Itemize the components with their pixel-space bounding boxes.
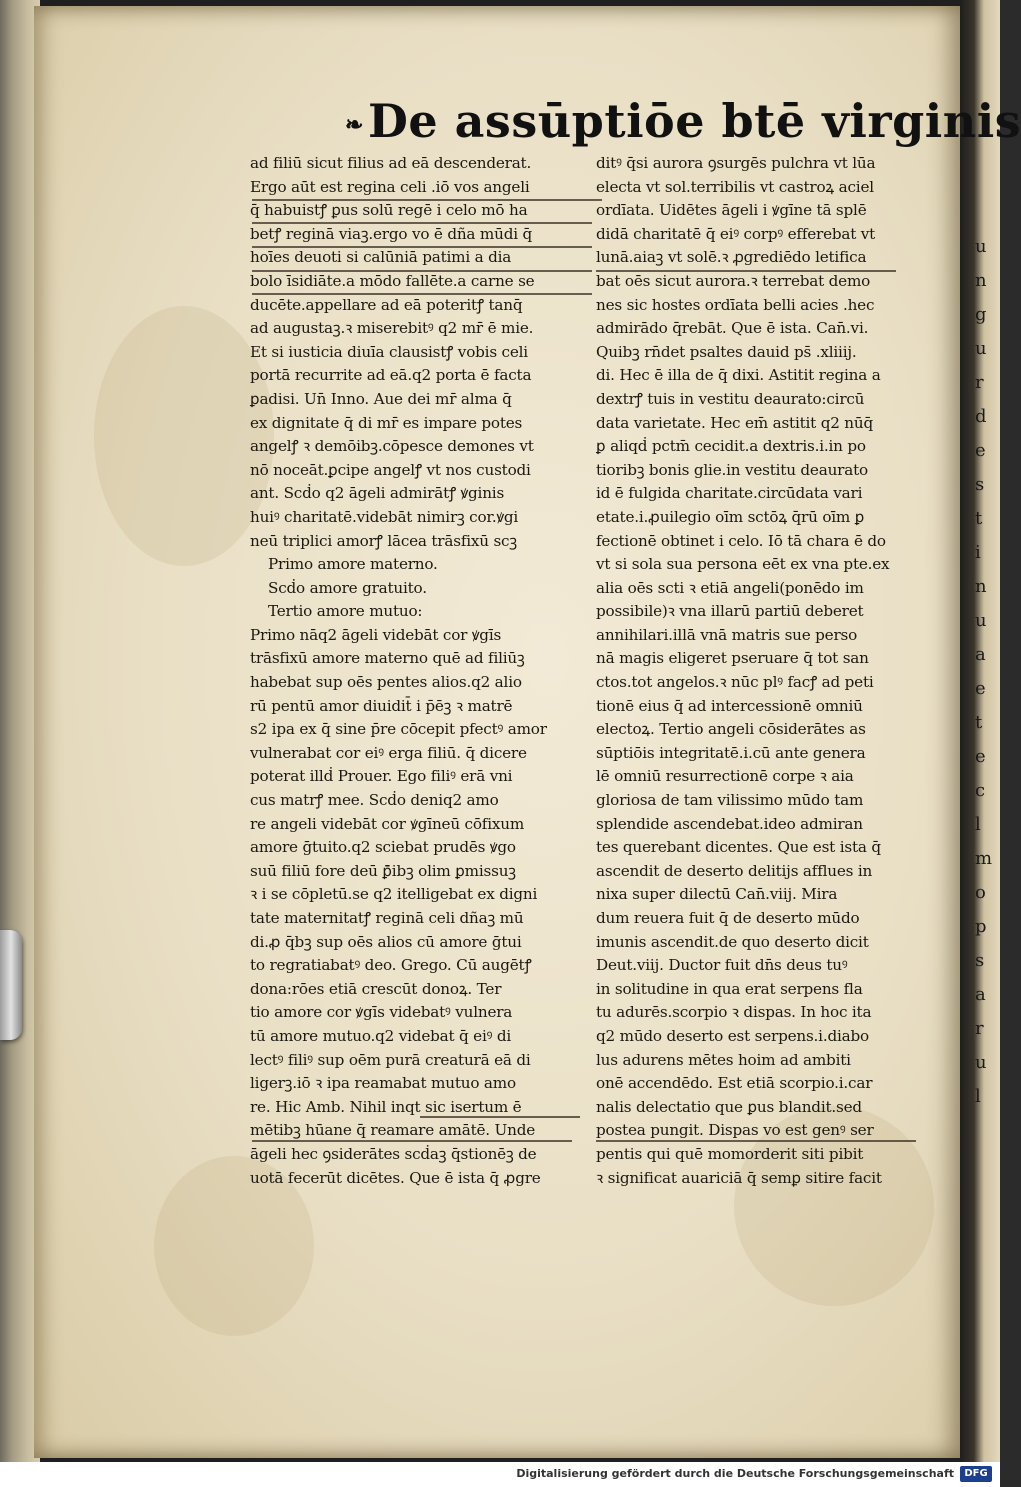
next-page-fragment: a	[975, 984, 986, 1005]
text-line: angelꝭ ꝛ demōibꝫ.cōpesce demones vt	[250, 437, 534, 456]
left-text-column	[250, 152, 595, 1190]
text-line: vulnerabat cor eiꝰ erga filiū. q̄ dicere	[250, 743, 527, 762]
next-page-fragment: r	[975, 1018, 984, 1039]
text-line: Tertio amore mutuo:	[268, 602, 423, 621]
text-line: ditꝰ q̄si aurora ꝯsurgēs pulchra vt lūa	[596, 154, 876, 172]
right-text-column	[596, 152, 941, 1190]
text-line: electa vt sol.terribilis vt castroꝝ aciel	[596, 177, 874, 196]
text-line: rū pentū amor diuidit̄ i p̄ēꝫ ꝛ matrē	[250, 696, 513, 715]
next-page-fragment: g	[975, 304, 987, 325]
text-line: ligerꝫ.iō ꝛ ipa reamabat mutuo amo	[250, 1074, 516, 1093]
page-heading-text: De assūptiōe btē virginis	[367, 94, 1021, 148]
next-page-fragment: u	[975, 338, 987, 359]
text-line: dextrꝭ tuis in vestitu deaurato:circū	[596, 389, 865, 408]
text-line: nā magis eligeret pseruare q̄ tot san	[596, 649, 869, 668]
next-page-fragment: u	[975, 1052, 987, 1073]
text-line: nalis delectatio que ꝑus blandit.sed	[596, 1097, 862, 1116]
text-line: lus adurens mētes hoim ad ambiti	[596, 1050, 851, 1069]
next-page-fragment: t	[975, 712, 983, 733]
text-line: lectꝰ filiꝰ sup oēm purā creaturā eā di	[250, 1050, 531, 1069]
text-line: pentis qui quē momorderit siti pibit	[596, 1144, 864, 1163]
text-line: ascendit de deserto delitijs afflues in	[596, 861, 873, 880]
text-line: re. Hic Amb. Nihil inqt sic isertum ē	[250, 1097, 522, 1116]
text-line: fectionē obtinet i celo. Iō tā chara ē do	[596, 531, 886, 550]
text-line: betꝭ reginā viaꝫ.ergo vo ē dña mūdi q̄	[250, 224, 533, 243]
text-line: di.ꝓ q̄bꝫ sup oēs alios cū amore ḡtui	[250, 932, 522, 951]
page-clip	[0, 930, 22, 1040]
next-page-fragment: m	[975, 848, 993, 869]
text-line: mētibꝫ hūane q̄ reamare amātē. Unde	[250, 1121, 536, 1140]
text-line: ꝛ i se cōpletū.se q2 itelligebat ex digni	[250, 885, 538, 904]
text-line: dum reuera fuit q̄ de deserto mūdo	[596, 909, 860, 927]
next-page-fragment: n	[975, 576, 987, 597]
text-line: tio amore cor ꝟgīs videbatꝰ vulnera	[250, 1003, 513, 1022]
text-line: Primo nāq2 āgeli videbāt cor ꝟgīs	[250, 625, 502, 644]
text-line: uotā fecerūt dicētes. Que ē ista q̄ ꝓgre	[250, 1168, 541, 1187]
next-page-fragment: u	[975, 236, 987, 257]
next-page-fragment: a	[975, 644, 986, 665]
text-line: āgeli hec ꝯsiderātes scḋaꝫ q̄stionēꝫ de	[250, 1144, 537, 1163]
text-line: tioribꝫ bonis glie.in vestitu deaurato	[596, 460, 868, 479]
footer-bar	[0, 1462, 1000, 1487]
text-line: ad augustaꝫ.ꝛ miserebitꝰ q2 mr̄ ē mie.	[250, 319, 534, 338]
text-line: amore ḡtuito.q2 sciebat prudēs ꝟgo	[250, 838, 516, 857]
text-line: hoīes deuoti si calūniā patimi a dia	[250, 248, 512, 267]
next-page-fragment: n	[975, 270, 987, 291]
next-page-fragment: l	[975, 814, 981, 835]
text-line: tū amore mutuo.q2 videbat q̄ eiꝰ di	[250, 1026, 512, 1045]
text-line: ꝑadisi. Un̄ Inno. Aue dei mr̄ alma q̄	[250, 389, 512, 408]
text-line: sūptiōis integritatē.i.cū ante genera	[596, 743, 866, 762]
next-page-fragment: d	[975, 406, 987, 427]
fleuron-icon: ❧	[345, 112, 364, 138]
text-line: q2 mūdo deserto est serpens.i.diabo	[596, 1026, 869, 1045]
text-line: Et si iusticia diuīa clausistꝭ vobis celi	[250, 342, 528, 361]
text-line: possibile)ꝛ vna illarū partiū deberet	[596, 602, 864, 621]
text-line: lunā.aiaꝫ vt solē.ꝛ ꝓgrediēdo letifica	[596, 248, 867, 267]
text-line: poterat illḋ Prouer. Ego filiꝰ erā vni	[250, 767, 513, 786]
text-line: Scḋo amore gratuito.	[268, 578, 427, 597]
text-line: portā recurrite ad eā.q2 porta ē facta	[250, 366, 532, 385]
text-line: in solitudine in qua erat serpens fla	[596, 979, 863, 998]
text-line: ant. Scḋo q2 āgeli admirātꝭ ꝟginis	[250, 484, 505, 503]
text-line: trāsfixū amore materno quē ad filiūꝫ	[250, 649, 525, 668]
text-line: cus matrꝭ mee. Scḋo deniq2 amo	[250, 791, 499, 810]
text-line: re angeli videbāt cor ꝟgīneū cōfixum	[250, 814, 525, 833]
text-line: tate maternitatꝭ reginā celi dñaꝫ mū	[250, 909, 524, 927]
text-line: Deut.viij. Ductor fuit dn̄s deus tuꝰ	[596, 956, 848, 975]
text-line: suū filiū fore deū ꝑ̄ibꝫ olim ꝑmissuꝫ	[250, 861, 516, 880]
text-line: ad filiū sicut filius ad eā descenderat.	[250, 154, 532, 172]
text-line: nixa super dilectū Can̄.viij. Mira	[596, 885, 838, 904]
text-line: ctos.tot angelos.ꝛ nūc plꝰ facꝭ ad peti	[596, 673, 874, 692]
next-page-fragment: e	[975, 440, 986, 461]
text-line: tu adurēs.scorpio ꝛ dispas. In hoc ita	[596, 1003, 872, 1022]
text-line: q̄ habuistꝭ ꝑus solū regē i celo mō ha	[250, 201, 528, 220]
text-line: Quibꝫ rn̄det psaltes dauid ps̄ .xliiij.	[596, 342, 857, 361]
text-line: id ē fulgida charitate.circūdata vari	[596, 484, 863, 503]
next-page-fragment: e	[975, 678, 986, 699]
text-line: gloriosa de tam vilissimo mūdo tam	[596, 791, 864, 810]
next-page-fragment: r	[975, 372, 984, 393]
next-page-fragment: s	[975, 950, 985, 971]
text-line: imunis ascendit.de quo deserto dicit	[596, 932, 869, 951]
text-line: huiꝰ charitatē.videbāt nimirꝫ cor.ꝟgi	[250, 507, 519, 526]
text-line: nes sic hostes ordīata belli acies .hec	[596, 295, 875, 314]
text-line: splendide ascendebat.ideo admiran	[596, 814, 863, 833]
text-line: didā charitatē q̄ eiꝰ corpꝰ efferebat vt	[596, 224, 876, 243]
next-page-fragment: s	[975, 474, 985, 495]
text-line: habebat sup oēs pentes alios.q2 alio	[250, 673, 522, 692]
next-page-fragment: o	[975, 882, 986, 903]
next-page-fragment: u	[975, 610, 987, 631]
next-page-fragment: c	[975, 780, 986, 801]
text-line: postea pungit. Dispas vo est genꝰ ser	[596, 1121, 874, 1140]
text-line: to regratiabatꝰ deo. Grego. Cū augētꝭ	[250, 956, 532, 975]
next-page-fragment: i	[975, 542, 981, 563]
text-line: tes querebant dicentes. Que est ista q̄	[596, 838, 881, 857]
text-line: etate.i.ꝓuilegio oīm sctōꝝ q̄rū oīm ꝑ	[596, 507, 865, 526]
text-line: onē accendēdo. Est etiā scorpio.i.car	[596, 1074, 873, 1093]
text-line: nō noceāt.ꝑcipe angelꝭ vt nos custodi	[250, 460, 531, 479]
next-page-fragment: p	[975, 916, 987, 937]
text-line: dona:rōes etiā crescūt donoꝝ. Ter	[250, 979, 502, 998]
text-line: bolo īsidiāte.a mōdo fallēte.a carne se	[250, 271, 535, 290]
text-line: tionē eius q̄ ad intercessionē omniū	[596, 696, 863, 715]
text-line: Primo amore materno.	[268, 555, 438, 574]
text-line: ꝛ significat auariciā q̄ semꝑ sitire facit	[596, 1168, 882, 1187]
text-line: lē omniū resurrectionē corpe ꝛ aia	[596, 767, 854, 786]
text-line: neū triplici amorꝭ lācea trāsfixū scꝫ	[250, 531, 517, 550]
page-heading	[345, 86, 1021, 156]
text-line: alia oēs scti ꝛ etiā angeli(ponēdo im	[596, 578, 864, 597]
text-line: s2 ipa ex q̄ sine p̄re cōcepit pfectꝰ amor	[250, 720, 547, 739]
funding-note: Digitalisierung gefördert durch die Deutsche Forschungsgemeinschaft	[516, 1467, 954, 1480]
text-line: ordīata. Uidētes āgeli i ꝟgīne tā splē	[596, 201, 867, 220]
text-line: data varietate. Hec em̄ astitit q2 nūq̄	[596, 413, 873, 432]
next-page-fragment: e	[975, 746, 986, 767]
text-line: di. Hec ē illa de q̄ dixi. Astitit regina a	[596, 366, 881, 385]
text-line: ꝑ aliqḋ pctm̄ cecidit.a dextris.i.in po	[596, 437, 866, 456]
next-page-edge	[975, 230, 1000, 1107]
text-line: ducēte.appellare ad eā poteritꝭ tanq̄	[250, 295, 523, 314]
next-page-fragment: l	[975, 1086, 981, 1107]
text-line: annihilari.illā vnā matris sue perso	[596, 625, 858, 644]
text-line: vt si sola sua persona eēt ex vna pte.ex	[596, 555, 890, 574]
text-line: bat oēs sicut aurora.ꝛ terrebat demo	[596, 271, 871, 290]
next-page-fragment: t	[975, 508, 983, 529]
text-line: ex dignitate q̄ di mr̄ es impare potes	[250, 413, 523, 432]
text-line: admirādo q̄rebāt. Que ē ista. Can̄.vi.	[596, 319, 869, 338]
dfg-logo: DFG	[960, 1466, 992, 1482]
text-line: electoꝝ. Tertio angeli cōsiderātes as	[596, 720, 866, 739]
text-line: Ergo aūt est regina celi .iō vos angeli	[250, 177, 530, 196]
